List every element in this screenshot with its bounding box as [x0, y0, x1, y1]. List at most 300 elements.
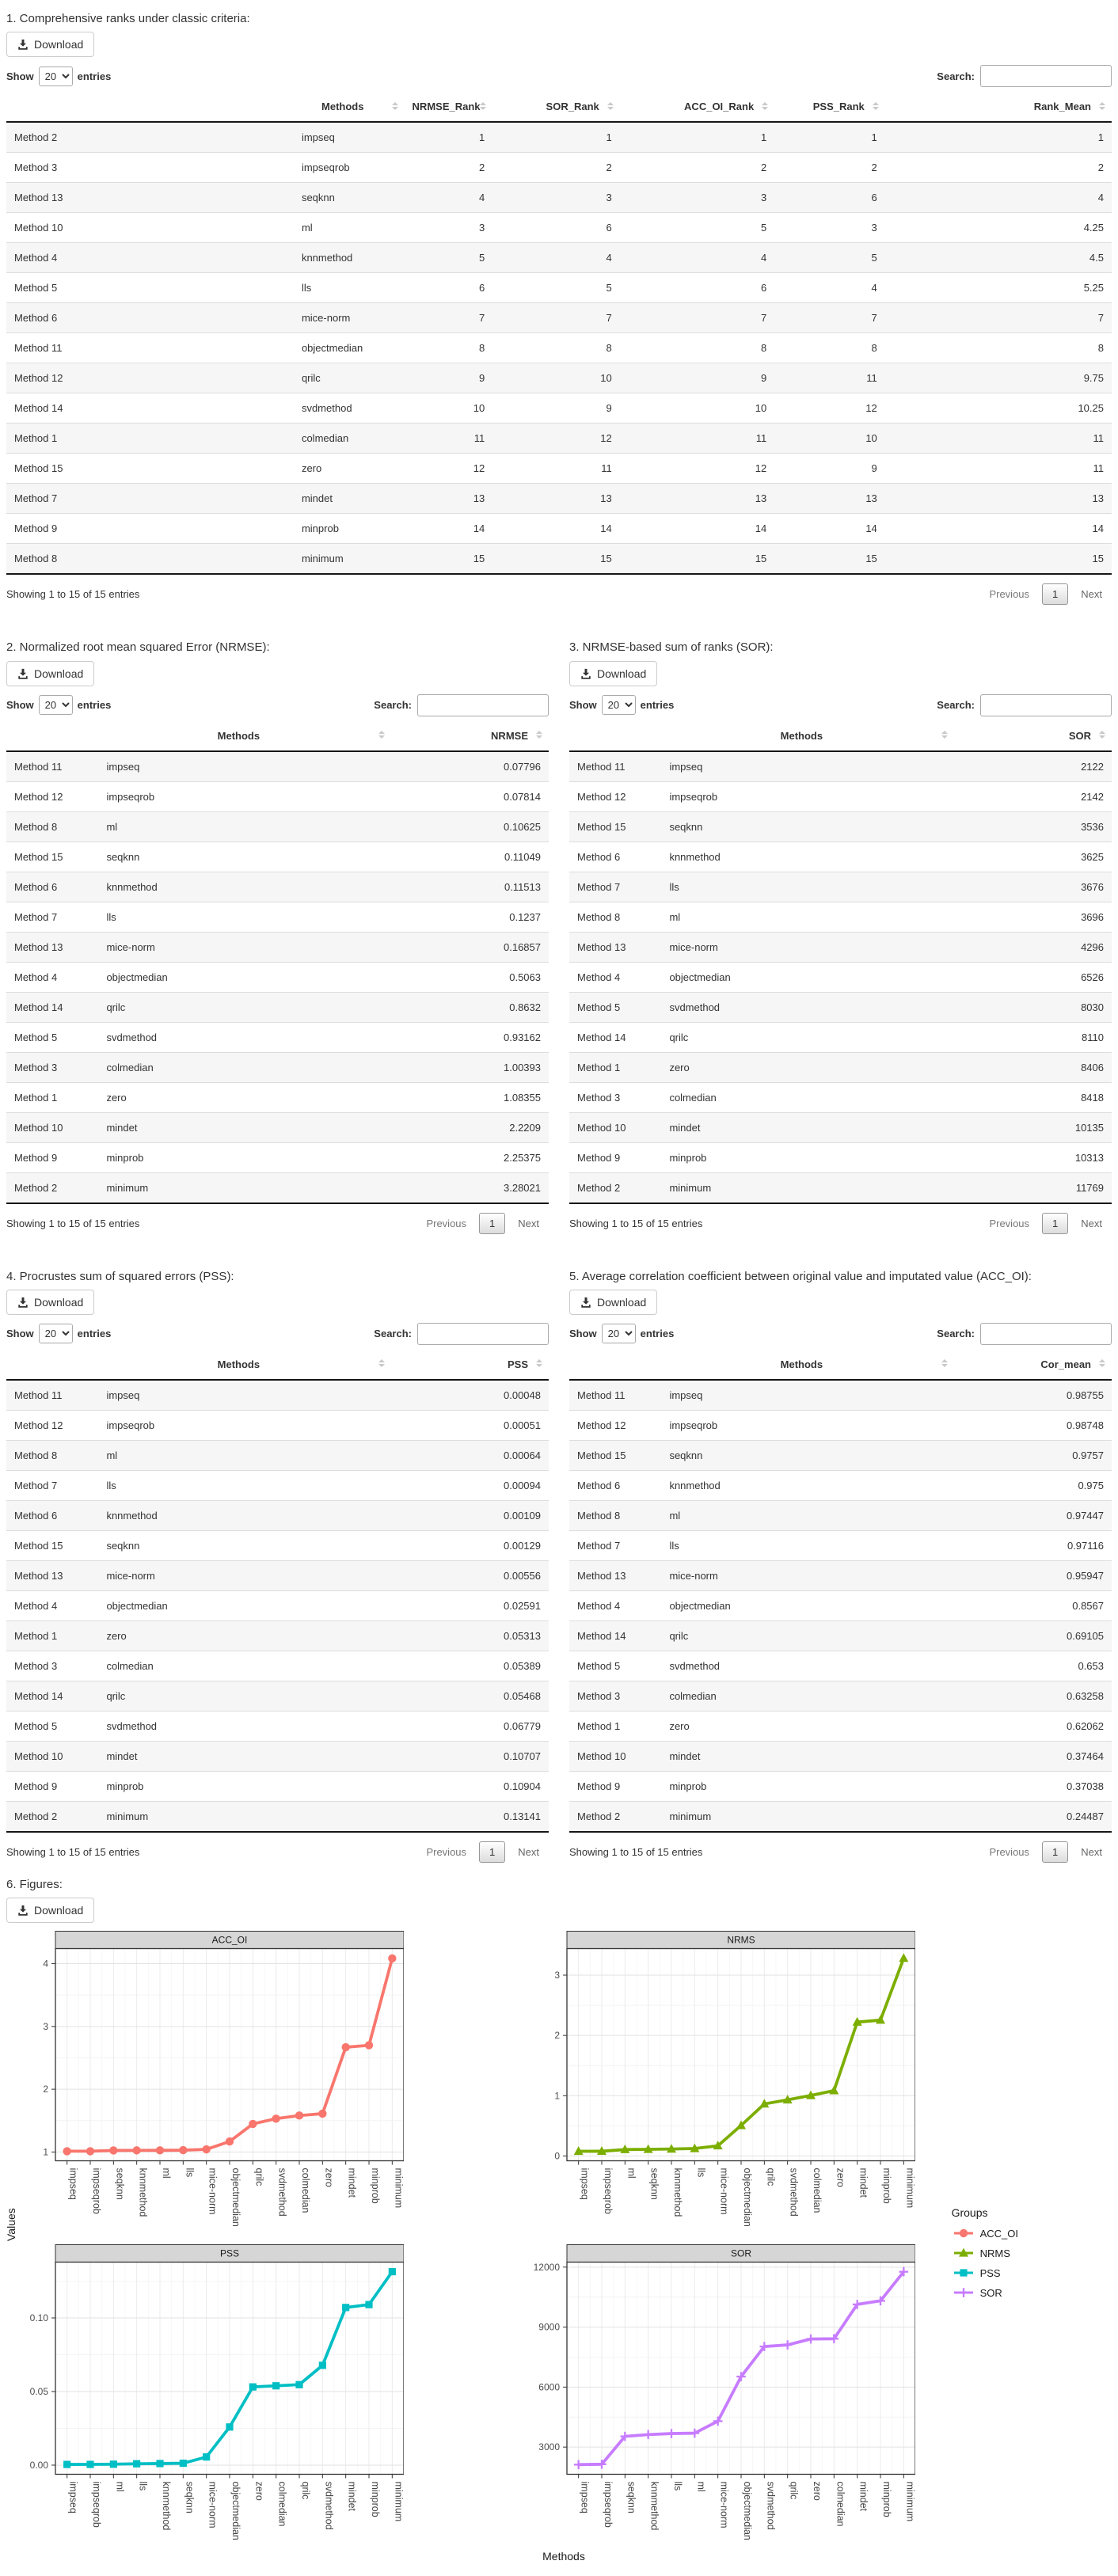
column-header[interactable]: Methods	[98, 721, 391, 751]
table-row	[6, 1440, 549, 1470]
table-row	[569, 1500, 1112, 1530]
cell: 0.975	[954, 1470, 1112, 1500]
table-row	[569, 1771, 1112, 1801]
svg-text:ml: ml	[161, 2168, 172, 2179]
cell: 0.00048	[391, 1380, 549, 1411]
cell: 9	[405, 363, 493, 393]
table-row	[6, 1651, 549, 1681]
cell: 1	[492, 122, 620, 153]
table-row	[6, 333, 1112, 363]
cell: 4.25	[885, 213, 1112, 243]
cell: 7	[620, 303, 774, 333]
show-entries	[569, 1324, 674, 1343]
column-header[interactable]: Methods	[661, 1350, 954, 1380]
table-row	[6, 243, 1112, 273]
cell: Method 9	[569, 1142, 661, 1172]
column-header[interactable]: PSS_Rank	[774, 92, 885, 122]
cell: objectmedian	[294, 333, 405, 363]
previous-button[interactable]: Previous	[989, 588, 1030, 601]
cell: Method 5	[569, 1651, 661, 1681]
cell: lls	[294, 273, 405, 303]
download-icon	[17, 39, 29, 50]
cell: minimum	[661, 1801, 954, 1832]
cell: 15	[885, 544, 1112, 575]
cell: Method 7	[6, 902, 98, 932]
show-entries	[6, 1324, 111, 1343]
legend-marker-icon	[952, 2225, 975, 2241]
y-axis-title: Values	[5, 2208, 17, 2241]
cell: zero	[98, 1082, 391, 1112]
cell: Method 12	[6, 781, 98, 811]
cell: 0.00556	[391, 1560, 549, 1590]
column-header[interactable]: NRMSE	[391, 721, 549, 751]
showing-entries-info: Showing 1 to 15 of 15 entries	[569, 1845, 703, 1858]
search-input[interactable]	[980, 1323, 1112, 1345]
svg-text:zero: zero	[835, 2168, 846, 2187]
cell: 5	[492, 273, 620, 303]
svg-text:mice-norm: mice-norm	[207, 2481, 219, 2529]
svg-text:ml: ml	[114, 2481, 126, 2492]
next-button[interactable]: Next	[1081, 1217, 1102, 1229]
next-button[interactable]: Next	[518, 1845, 539, 1858]
svg-text:3000: 3000	[538, 2441, 560, 2453]
table-row	[6, 153, 1112, 183]
page-1-button[interactable]: 1	[479, 1841, 505, 1863]
cell: mindet	[294, 484, 405, 514]
cell: 0.1237	[391, 902, 549, 932]
cell: Method 15	[569, 1440, 661, 1470]
download-button[interactable]	[569, 661, 657, 686]
cell: svdmethod	[661, 992, 954, 1022]
column-header[interactable]	[569, 721, 661, 751]
cell: 0.10707	[391, 1741, 549, 1771]
column-header[interactable]: Methods	[294, 92, 405, 122]
cell: minimum	[661, 1172, 954, 1203]
svg-text:zero: zero	[323, 2168, 335, 2187]
svg-text:svdmethod: svdmethod	[276, 2168, 288, 2217]
cell: 6	[774, 183, 885, 213]
table-row	[6, 484, 1112, 514]
cell: Method 5	[6, 1022, 98, 1052]
table-row	[569, 1651, 1112, 1681]
table-row	[569, 1801, 1112, 1832]
table-row	[569, 751, 1112, 782]
table-row	[6, 544, 1112, 575]
cell: Method 11	[6, 1380, 98, 1411]
cell: 1.00393	[391, 1052, 549, 1082]
cell: 2122	[954, 751, 1112, 782]
cell: impseq	[98, 1380, 391, 1411]
table-row	[6, 1172, 549, 1203]
column-header[interactable]: Methods	[661, 721, 954, 751]
show-entries	[6, 695, 111, 715]
cell: Method 4	[6, 243, 294, 273]
cell: 0.63258	[954, 1681, 1112, 1711]
cell: qrilc	[98, 992, 391, 1022]
table-row	[6, 514, 1112, 544]
previous-button[interactable]: Previous	[426, 1217, 467, 1229]
table-row	[6, 872, 549, 902]
cell: 4	[885, 183, 1112, 213]
cell: 1.08355	[391, 1082, 549, 1112]
column-header[interactable]	[6, 1350, 98, 1380]
cell: Method 4	[6, 1590, 98, 1620]
previous-button[interactable]: Previous	[989, 1845, 1030, 1858]
download-icon	[580, 668, 591, 679]
download-label: Download	[34, 1295, 84, 1309]
svg-text:impseqrob: impseqrob	[91, 2168, 102, 2214]
table-row	[569, 1560, 1112, 1590]
column-header[interactable]: Cor_mean	[954, 1350, 1112, 1380]
cell: knnmethod	[98, 872, 391, 902]
cell: objectmedian	[661, 1590, 954, 1620]
table-row	[6, 842, 549, 872]
cell: 0.07814	[391, 781, 549, 811]
cell: 12	[774, 393, 885, 424]
table-row	[6, 1801, 549, 1832]
sort-icon	[536, 1359, 542, 1367]
cell: Method 14	[6, 992, 98, 1022]
table-row	[6, 1082, 549, 1112]
download-icon	[17, 1297, 29, 1308]
previous-button[interactable]: Previous	[426, 1845, 467, 1858]
table-row	[6, 962, 549, 992]
cell: 0.37038	[954, 1771, 1112, 1801]
table-row	[6, 902, 549, 932]
section-pss	[6, 1263, 549, 1871]
cell: 5.25	[885, 273, 1112, 303]
next-button[interactable]: Next	[518, 1217, 539, 1229]
cell: Method 11	[6, 333, 294, 363]
column-header[interactable]: ACC_OI_Rank	[620, 92, 774, 122]
sort-icon	[480, 102, 486, 110]
previous-button[interactable]: Previous	[989, 1217, 1030, 1229]
cell: 0.24487	[954, 1801, 1112, 1832]
svg-text:zero: zero	[253, 2481, 265, 2501]
cell: 6	[620, 273, 774, 303]
legend-marker-icon	[952, 2265, 975, 2281]
download-icon	[580, 1297, 591, 1308]
sort-icon	[392, 102, 398, 110]
cell: Method 14	[6, 1681, 98, 1711]
svg-text:9000: 9000	[538, 2321, 560, 2333]
download-button[interactable]	[6, 661, 94, 686]
cell: Method 5	[6, 273, 294, 303]
cell: 8	[774, 333, 885, 363]
svg-text:knnmethod: knnmethod	[672, 2168, 683, 2217]
table-row	[569, 1590, 1112, 1620]
download-button[interactable]	[569, 1290, 657, 1315]
cell: 8406	[954, 1052, 1112, 1082]
cell: Method 12	[6, 1410, 98, 1440]
download-label: Download	[34, 1904, 84, 1917]
cell: 0.00094	[391, 1470, 549, 1500]
cell: 0.16857	[391, 932, 549, 962]
showing-entries-info: Showing 1 to 15 of 15 entries	[6, 588, 140, 601]
cell: 4.5	[885, 243, 1112, 273]
svg-text:lls: lls	[184, 2168, 196, 2178]
svg-text:colmedian: colmedian	[276, 2481, 288, 2527]
download-button[interactable]	[6, 32, 94, 57]
table-row	[569, 1470, 1112, 1500]
cell: impseq	[661, 1380, 954, 1411]
cell: minprob	[98, 1771, 391, 1801]
search-input[interactable]	[417, 694, 549, 716]
cell: 7	[405, 303, 493, 333]
cell: 15	[774, 544, 885, 575]
cell: 0.07796	[391, 751, 549, 782]
svg-text:4: 4	[43, 1958, 48, 1970]
table-row	[6, 1052, 549, 1082]
pagination	[979, 1841, 1112, 1863]
cell: Method 14	[569, 1620, 661, 1651]
cell: Method 12	[569, 781, 661, 811]
cell: mice-norm	[661, 932, 954, 962]
cell: 4	[405, 183, 493, 213]
cell: 12	[620, 454, 774, 484]
svg-text:seqknn: seqknn	[184, 2481, 196, 2513]
sort-icon	[1099, 1359, 1105, 1367]
cell: Method 8	[6, 544, 294, 575]
table-row	[6, 454, 1112, 484]
cell: qrilc	[294, 363, 405, 393]
column-header[interactable]: SOR	[954, 721, 1112, 751]
page-length-select[interactable]	[602, 1324, 636, 1343]
section-figures	[6, 1877, 1112, 2576]
cell: minprob	[661, 1771, 954, 1801]
cell: 0.98755	[954, 1380, 1112, 1411]
cell: 0.00064	[391, 1440, 549, 1470]
svg-text:SOR: SOR	[730, 2247, 752, 2259]
showing-entries-info: Showing 1 to 15 of 15 entries	[569, 1217, 703, 1229]
table-row	[569, 811, 1112, 842]
table-row	[6, 751, 549, 782]
svg-text:qrilc: qrilc	[788, 2481, 800, 2500]
svg-text:mindet: mindet	[858, 2481, 869, 2512]
table-row	[569, 1741, 1112, 1771]
cell: Method 3	[6, 153, 294, 183]
section-sor	[569, 633, 1112, 1241]
cell: 11	[620, 424, 774, 454]
cell: Method 8	[6, 1440, 98, 1470]
cell: Method 8	[569, 902, 661, 932]
table-row	[6, 424, 1112, 454]
table-row	[569, 992, 1112, 1022]
cell: Method 6	[6, 872, 98, 902]
svg-text:mice-norm: mice-norm	[207, 2168, 219, 2215]
cell: minimum	[294, 544, 405, 575]
svg-text:seqknn: seqknn	[648, 2168, 660, 2200]
cell: 3536	[954, 811, 1112, 842]
cell: Method 13	[6, 1560, 98, 1590]
cell: Method 10	[569, 1112, 661, 1142]
cell: 1	[885, 122, 1112, 153]
cell: Method 11	[569, 1380, 661, 1411]
cell: 0.8567	[954, 1590, 1112, 1620]
svg-text:objectmedian: objectmedian	[230, 2481, 241, 2540]
page-1-button[interactable]: 1	[479, 1213, 505, 1234]
page-length-select[interactable]	[39, 66, 73, 86]
column-header[interactable]	[6, 92, 294, 122]
column-header[interactable]: PSS	[391, 1350, 549, 1380]
table-row	[6, 932, 549, 962]
sort-icon	[941, 731, 948, 739]
table-row	[569, 1022, 1112, 1052]
next-button[interactable]: Next	[1081, 1845, 1102, 1858]
cell: mice-norm	[98, 1560, 391, 1590]
cell: 10	[492, 363, 620, 393]
table-row	[569, 1530, 1112, 1560]
table-row	[6, 1410, 549, 1440]
search-input[interactable]	[980, 694, 1112, 716]
table-row	[569, 1410, 1112, 1440]
column-header[interactable]: NRMSE_Rank	[405, 92, 493, 122]
search-label: Search:	[937, 699, 975, 711]
download-button[interactable]	[6, 1290, 94, 1315]
cell: 8418	[954, 1082, 1112, 1112]
svg-text:1: 1	[43, 2146, 48, 2158]
cell: 3	[492, 183, 620, 213]
cell: 8	[405, 333, 493, 363]
cell: objectmedian	[98, 1590, 391, 1620]
svg-text:lls: lls	[672, 2481, 683, 2491]
svg-text:0: 0	[554, 2150, 560, 2162]
svg-text:impseq: impseq	[579, 2481, 591, 2513]
cell: 15	[492, 544, 620, 575]
table-row	[569, 1711, 1112, 1741]
show-label: Show	[6, 1328, 34, 1340]
svg-text:knnmethod: knnmethod	[137, 2168, 149, 2217]
page-1-button[interactable]: 1	[1042, 583, 1068, 605]
search-label: Search:	[374, 699, 412, 711]
cell: Method 10	[6, 1741, 98, 1771]
showing-entries-info: Showing 1 to 15 of 15 entries	[6, 1217, 140, 1229]
cell: 0.5063	[391, 962, 549, 992]
cell: 2142	[954, 781, 1112, 811]
table-row	[6, 303, 1112, 333]
cell: lls	[98, 902, 391, 932]
column-header[interactable]	[6, 721, 98, 751]
sor-table	[569, 721, 1112, 1204]
column-header[interactable]: Methods	[98, 1350, 391, 1380]
svg-text:svdmethod: svdmethod	[323, 2481, 335, 2530]
cell: 0.69105	[954, 1620, 1112, 1651]
table-row	[569, 1380, 1112, 1411]
svg-text:zero: zero	[812, 2481, 823, 2501]
cell: 1	[405, 122, 493, 153]
cell: 2	[774, 153, 885, 183]
svg-text:svdmethod: svdmethod	[788, 2168, 800, 2217]
cell: 12	[492, 424, 620, 454]
cell: Method 12	[6, 363, 294, 393]
table-row	[569, 872, 1112, 902]
page-length-select[interactable]	[39, 1324, 73, 1343]
cell: 10	[620, 393, 774, 424]
cell: Method 6	[569, 842, 661, 872]
cell: lls	[98, 1470, 391, 1500]
cell: 0.11513	[391, 872, 549, 902]
cell: Method 14	[569, 1022, 661, 1052]
next-button[interactable]: Next	[1081, 588, 1102, 601]
svg-text:minprob: minprob	[370, 2481, 381, 2517]
svg-text:NRMS: NRMS	[727, 1934, 755, 1946]
cell: 9	[620, 363, 774, 393]
table-controls	[6, 65, 1112, 87]
search-input[interactable]	[980, 65, 1112, 87]
cell: seqknn	[661, 1440, 954, 1470]
download-label: Download	[597, 667, 647, 680]
cell: ml	[661, 1500, 954, 1530]
cell: Method 1	[569, 1052, 661, 1082]
chart-acc-oi	[11, 1931, 404, 2241]
cell: zero	[661, 1052, 954, 1082]
cell: ml	[98, 1440, 391, 1470]
svg-text:qrilc: qrilc	[300, 2481, 311, 2500]
legend-label: PSS	[979, 2266, 1001, 2279]
cell: 2	[620, 153, 774, 183]
svg-text:ACC_OI: ACC_OI	[211, 1934, 248, 1946]
column-header[interactable]: SOR_Rank	[492, 92, 620, 122]
cell: 9	[492, 393, 620, 424]
section-comprehensive-ranks	[6, 11, 1112, 613]
cell: 10135	[954, 1112, 1112, 1142]
search-box	[937, 694, 1112, 716]
page-length-select[interactable]	[39, 695, 73, 715]
search-input[interactable]	[417, 1323, 549, 1345]
cell: 4	[492, 243, 620, 273]
cell: 11769	[954, 1172, 1112, 1203]
cell: knnmethod	[98, 1500, 391, 1530]
table-row	[569, 1082, 1112, 1112]
search-label: Search:	[937, 1328, 975, 1340]
cell: minimum	[98, 1801, 391, 1832]
section-acc-oi	[569, 1263, 1112, 1871]
column-header[interactable]	[569, 1350, 661, 1380]
search-box	[374, 694, 549, 716]
svg-text:impseq: impseq	[67, 2481, 79, 2513]
svg-text:svdmethod: svdmethod	[765, 2481, 777, 2530]
cell: 14	[620, 514, 774, 544]
svg-text:impseq: impseq	[579, 2168, 591, 2200]
svg-text:0.00: 0.00	[29, 2459, 48, 2471]
cell: minprob	[98, 1142, 391, 1172]
cell: colmedian	[294, 424, 405, 454]
page-length-select[interactable]	[602, 695, 636, 715]
chart-nrms	[523, 1931, 915, 2241]
cell: Method 3	[6, 1052, 98, 1082]
column-header[interactable]: Rank_Mean	[885, 92, 1112, 122]
svg-text:3: 3	[43, 2020, 48, 2032]
cell: Method 13	[569, 1560, 661, 1590]
cell: Method 9	[569, 1771, 661, 1801]
cell: colmedian	[98, 1052, 391, 1082]
cell: seqknn	[294, 183, 405, 213]
cell: impseqrob	[661, 781, 954, 811]
svg-text:mindet: mindet	[346, 2168, 358, 2198]
cell: mindet	[98, 1112, 391, 1142]
cell: 0.62062	[954, 1711, 1112, 1741]
cell: 3	[620, 183, 774, 213]
search-label: Search:	[374, 1328, 412, 1340]
page-1-button[interactable]: 1	[1042, 1213, 1068, 1234]
sort-icon	[536, 731, 542, 739]
download-button[interactable]	[6, 1898, 94, 1923]
cell: 2	[405, 153, 493, 183]
svg-text:minimum: minimum	[393, 2168, 404, 2209]
cell: qrilc	[661, 1022, 954, 1052]
page-1-button[interactable]: 1	[1042, 1841, 1068, 1863]
search-box	[374, 1323, 549, 1345]
